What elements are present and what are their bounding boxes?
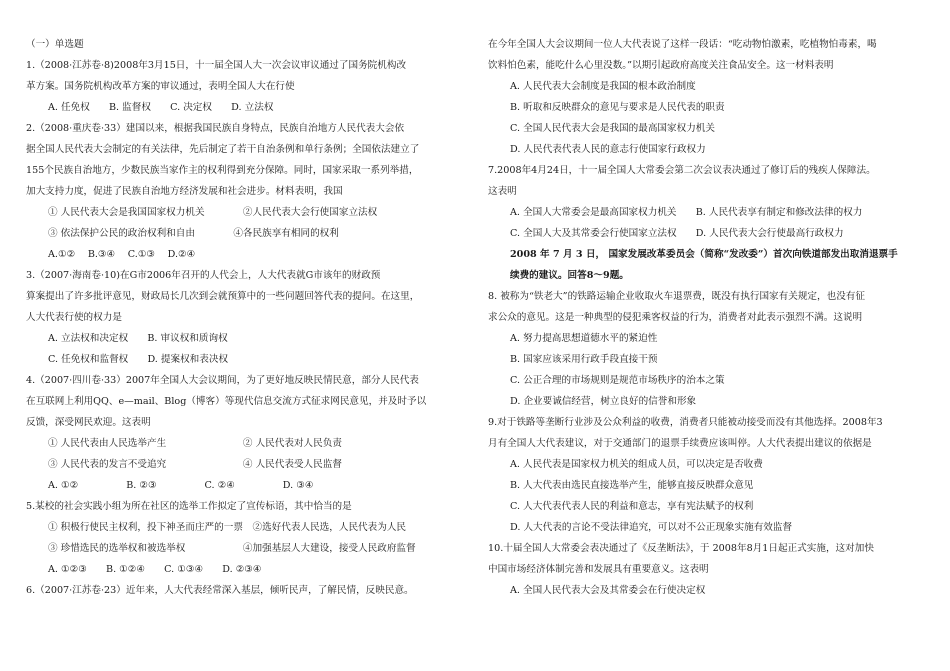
right-column-line: D. 人大代表的言论不受法律追究，可以对不公正现象实施有效监督 [510,522,793,533]
left-column-line: 3.（2007·海南卷·10)在G市2006年召开的人代会上，人大代表就G市该年的财政预 [26,270,381,281]
left-column-line: ① 人民代表大会是我国国家权力机关 ②人民代表大会行使国家立法权 [48,207,378,218]
right-column-line: 月有全国人大代表建议，对于交通部门的退票手续费应该叫停。人大代表提出建议的依据是 [488,438,872,449]
left-column-line: A. ①② B. ②③ C. ②④ D. ③④ [48,480,314,491]
right-column-line: A. 全国人民代表大会及其常委会在行使决定权 [510,585,706,596]
right-column-line: 饮料怕色素，能吃什么心里没数。”以期引起政府高度关注食品安全。这一材料表明 [488,60,834,71]
left-column-line: 2.（2008·重庆卷·33）建国以来，根据我国民族自身特点，民族自治地方人民代表大会依 [26,123,405,134]
right-column-line: A. 全国人大常委会是最高国家权力机关 B. 人民代表享有制定和修改法律的权力 [510,207,863,218]
left-column-line: ③ 珍惜选民的选举权和被选举权 ④加强基层人大建设，接受人民政府监督 [48,543,416,554]
left-column-line: A.①② B.③④ C.①③ D.②④ [48,249,196,260]
left-column-line: 在互联网上利用QQ、e—mail、Blog（博客）等现代信息交流方式征求网民意见，并及时予以 [26,396,427,407]
right-column-line: 7.2008年4月24日，十一届全国人大常委会第二次会议表决通过了修订后的残疾人保障法。 [488,165,876,176]
left-column-line: （一）单选题 [26,39,84,50]
left-column-line: 5.某校的社会实践小组为所在社区的选举工作拟定了宣传标语，其中恰当的是 [26,501,352,512]
right-column-line: 续费的建议。回答8～9题。 [510,270,629,281]
right-column-line: 求公众的意见。这是一种典型的侵犯乘客权益的行为，消费者对此表示强烈不满。这说明 [488,312,863,323]
right-column-line: B. 人大代表由选民直接选举产生，能够直接反映群众意见 [510,480,754,491]
right-column-line: C. 公正合理的市场规则是规范市场秩序的治本之策 [510,375,725,386]
left-column-line: 人大代表行使的权力是 [26,312,122,323]
left-column-line: ① 积极行使民主权利，投下神圣而庄严的一票 ②选好代表人民选，人民代表为人民 [48,522,407,533]
right-column-line: 8. 被称为“铁老大”的铁路运输企业收取火车退票费，既没有执行国家有关规定，也没有征 [488,291,865,302]
right-column-line: A. 人民代表大会制度是我国的根本政治制度 [510,81,696,92]
left-column-line: ③ 人民代表的发言不受追究 ④ 人民代表受人民监督 [48,459,342,470]
right-column [488,34,908,601]
left-column-line: 据全国人民代表大会制定的有关法律，先后制定了若干自治条例和单行条例；全国依法建立了 [26,144,420,155]
left-column-line: 6.（2007·江苏卷·23）近年来，人大代表经常深入基层，倾听民声，了解民情，反映民意。 [26,585,414,596]
right-column-line: 在今年全国人大会议期间一位人大代表说了这样一段话：“吃动物怕激素，吃植物怕毒素，喝 [488,39,877,50]
right-column-line: C. 全国人民代表大会是我国的最高国家权力机关 [510,123,715,134]
left-column-line: 反馈，深受网民欢迎。这表明 [26,417,151,428]
right-column-line: 中国市场经济体制完善和发展具有重要意义。这表明 [488,564,709,575]
right-column-line: C. 人大代表代表人民的利益和意志，享有宪法赋予的权利 [510,501,754,512]
left-column-line: 算案提出了许多批评意见，财政局长几次到会就预算中的一些问题回答代表的提问。在这里， [26,291,420,302]
right-column-line: A. 努力提高思想道德水平的紧迫性 [510,333,658,344]
left-column-line: 革方案。国务院机构改革方案的审议通过，表明全国人大在行使 [26,81,295,92]
left-column-line: ① 人民代表由人民选举产生 ② 人民代表对人民负责 [48,438,342,449]
right-column-line: C. 全国人大及其常委会行使国家立法权 D. 人民代表大会行使最高行政权力 [510,228,844,239]
right-column-line: 10.十届全国人大常委会表决通过了《反垄断法》，于 2008年8月1日起正式实施，这对加快 [488,543,874,554]
right-column-line: A. 人民代表是国家权力机关的组成人员，可以决定是否收费 [510,459,763,470]
left-column-line: 加大支持力度，促进了民族自治地方经济发展和社会进步。材料表明，我国 [26,186,343,197]
right-column-line: B. 国家应该采用行政手段直接干预 [510,354,658,365]
left-column-line: 4.（2007·四川卷·33）2007年全国人大会议期间，为了更好地反映民情民意，部分人民代表 [26,375,419,386]
right-column-line: 9.对于铁路等垄断行业涉及公众利益的收费，消费者只能被动接受而没有其他选择。2008年3 [488,417,883,428]
right-column-line: B. 听取和反映群众的意见与要求是人民代表的职责 [510,102,725,113]
left-column-line: A. ①②③ B. ①②④ C. ①③④ D. ②③④ [48,564,262,575]
left-column-line: 155个民族自治地方，少数民族当家作主的权利得到充分保障。同时，国家采取一系列举措， [26,165,419,176]
left-column [26,34,444,601]
left-column-line: C. 任免权和监督权 D. 提案权和表决权 [48,354,229,365]
right-column-line: 2008 年 7 月 3 日， 国家发展改革委员会（简称“发改委”）首次向铁道部发出取消退票手 [510,249,898,260]
right-column-line: 这表明 [488,186,517,197]
left-column-line: 1.（2008·江苏卷·8)2008年3月15日，十一届全国人大一次会议审议通过了国务院机构改 [26,60,407,71]
right-column-line: D. 企业要诚信经营，树立良好的信誉和形象 [510,396,697,407]
left-column-line: A. 立法权和决定权 B. 审议权和质询权 [48,333,228,344]
left-column-line: ③ 依法保护公民的政治权利和自由 ④各民族享有相同的权利 [48,228,339,239]
right-column-line: D. 人民代表代表人民的意志行使国家行政权力 [510,144,706,155]
left-column-line: A. 任免权 B. 监督权 C. 决定权 D. 立法权 [48,102,274,113]
